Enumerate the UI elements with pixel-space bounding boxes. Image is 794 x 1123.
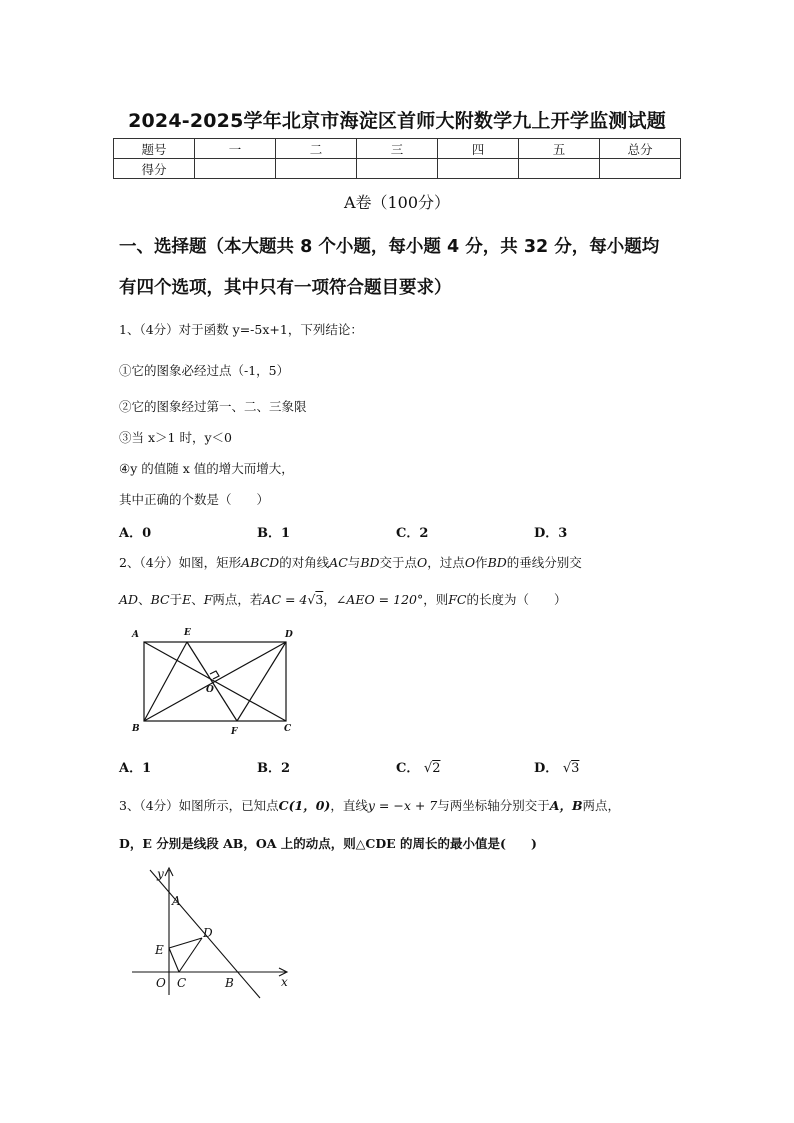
- q1-statement-3: ③当 x＞1 时，y＜0: [119, 430, 232, 445]
- score-header-cell: 一: [195, 139, 276, 159]
- score-header-cell: 五: [519, 139, 600, 159]
- text: 与两坐标轴分别交于: [437, 798, 550, 813]
- text: 与: [347, 555, 361, 570]
- q2-option-b[interactable]: B．2: [257, 761, 291, 776]
- q2-rectangle-figure: [126, 624, 302, 738]
- segment-ed: [169, 938, 202, 948]
- math-line-equation: y = −x + 7: [367, 798, 438, 813]
- q2-option-a[interactable]: A．1: [119, 761, 152, 776]
- text: ，则: [423, 592, 449, 607]
- q1-option-a[interactable]: A．0: [119, 526, 152, 541]
- q1-option-d[interactable]: D．3: [534, 526, 568, 541]
- text: 的对角线: [279, 555, 330, 570]
- text: 交于点: [379, 555, 418, 570]
- score-input-cell[interactable]: [600, 159, 681, 179]
- math-ac-equation: AC = 4: [262, 592, 308, 607]
- math-ad: AD: [119, 592, 139, 607]
- score-input-cell[interactable]: [195, 159, 276, 179]
- text: 于: [169, 592, 183, 607]
- part1-heading-line2: 有四个选项，其中只有一项符合题目要求）: [119, 278, 452, 298]
- segment-fd: [237, 642, 286, 721]
- q1-statement-4: ④y 的值随 x 值的增大而增大，: [119, 461, 294, 476]
- segment-ef: [187, 642, 237, 721]
- page-title: 2024-2025学年北京市海淀区首师大附数学九上开学监测试题: [128, 110, 666, 132]
- section-a-heading: A卷（100分）: [343, 193, 451, 212]
- math-angle-equation: ∠AEO = 120°: [335, 592, 424, 607]
- option-label: C．: [396, 761, 420, 776]
- label-a: A: [172, 894, 181, 908]
- score-input-cell[interactable]: [276, 159, 357, 179]
- math-abcd: ABCD: [241, 555, 280, 570]
- q3-stem-line1: [119, 796, 620, 814]
- math-o: O: [464, 555, 476, 570]
- score-row-label: 得分: [114, 159, 195, 179]
- text: ，: [323, 592, 336, 607]
- text: 两点，: [582, 798, 621, 813]
- label-y: y: [157, 867, 164, 881]
- score-table: [113, 138, 681, 179]
- text: 作: [475, 555, 488, 570]
- label-e: E: [155, 943, 164, 957]
- math-bd: BD: [487, 555, 507, 570]
- text: 3、（4分）如图所示，已知点: [119, 798, 279, 813]
- math-bd: BD: [360, 555, 380, 570]
- text: 2、（4分）如图，矩形: [119, 555, 242, 570]
- q1-option-b[interactable]: B．1: [257, 526, 291, 541]
- sqrt-symbol: √: [307, 592, 316, 607]
- label-b: B: [225, 976, 234, 990]
- text: 、: [191, 592, 204, 607]
- sqrt-radicand: 3: [315, 592, 324, 607]
- score-header-cell: 三: [357, 139, 438, 159]
- score-input-cell[interactable]: [519, 159, 600, 179]
- q2-option-c[interactable]: [396, 757, 440, 776]
- label-o: O: [156, 976, 166, 990]
- right-angle-mark: [210, 671, 219, 679]
- label-d: D: [285, 630, 293, 640]
- score-header-cell: 四: [438, 139, 519, 159]
- score-input-cell[interactable]: [438, 159, 519, 179]
- part1-heading-line1: 一、选择题（本大题共 8 个小题，每小题 4 分，共 32 分，每小题均: [119, 237, 660, 257]
- q3-coordinate-figure: [128, 862, 298, 1002]
- q1-stem: 1、（4分）对于函数 y=-5x+1，下列结论：: [119, 322, 363, 337]
- sqrt-symbol: √: [423, 761, 433, 776]
- score-header-cell: 题号: [114, 139, 195, 159]
- label-a: A: [132, 630, 139, 640]
- q2-stem-line2: [119, 590, 567, 608]
- text: ，过点: [427, 555, 465, 570]
- sqrt-radicand: 2: [432, 761, 441, 776]
- segment-ec: [169, 948, 179, 972]
- label-e: E: [184, 628, 191, 638]
- math-bc: BC: [150, 592, 170, 607]
- label-o: O: [206, 685, 214, 695]
- score-header-cell: 总分: [600, 139, 681, 159]
- text: 、: [138, 592, 151, 607]
- q1-option-c[interactable]: C．2: [396, 526, 429, 541]
- label-f: F: [231, 727, 238, 737]
- math-f: F: [203, 592, 213, 607]
- q2-stem-line1: [119, 553, 582, 571]
- math-ab: A，B: [549, 798, 583, 813]
- segment-cd: [179, 938, 202, 972]
- score-table-score-row: [114, 159, 681, 179]
- label-b: B: [132, 724, 140, 734]
- score-input-cell[interactable]: [357, 159, 438, 179]
- math-fc: FC: [448, 592, 467, 607]
- q1-statement-1: ①它的图象必经过点（-1，5）: [119, 363, 290, 378]
- text: ，直线: [330, 798, 368, 813]
- q1-question: 其中正确的个数是（ ）: [119, 492, 270, 507]
- math-e: E: [182, 592, 192, 607]
- sqrt-radicand: 3: [571, 761, 580, 776]
- sqrt-symbol: √: [562, 761, 572, 776]
- text: 两点，若: [212, 592, 263, 607]
- label-c: C: [177, 976, 187, 990]
- label-x: x: [281, 975, 288, 989]
- q3-stem-line2: D，E 分别是线段 AB，OA 上的动点，则△CDE 的周长的最小值是( ): [119, 836, 537, 851]
- q1-statement-2: ②它的图象经过第一、二、三象限: [119, 399, 307, 414]
- label-d: D: [203, 926, 213, 940]
- label-c: C: [284, 724, 292, 734]
- math-o: O: [417, 555, 428, 570]
- score-header-cell: 二: [276, 139, 357, 159]
- text: 的垂线分别交: [506, 555, 582, 570]
- score-table-header-row: [114, 139, 681, 159]
- option-label: D．: [534, 761, 559, 776]
- math-ac: AC: [329, 555, 348, 570]
- text: 的长度为（ ）: [466, 592, 567, 607]
- math-point-c: C(1，0): [278, 798, 331, 813]
- q2-option-d[interactable]: [534, 757, 579, 776]
